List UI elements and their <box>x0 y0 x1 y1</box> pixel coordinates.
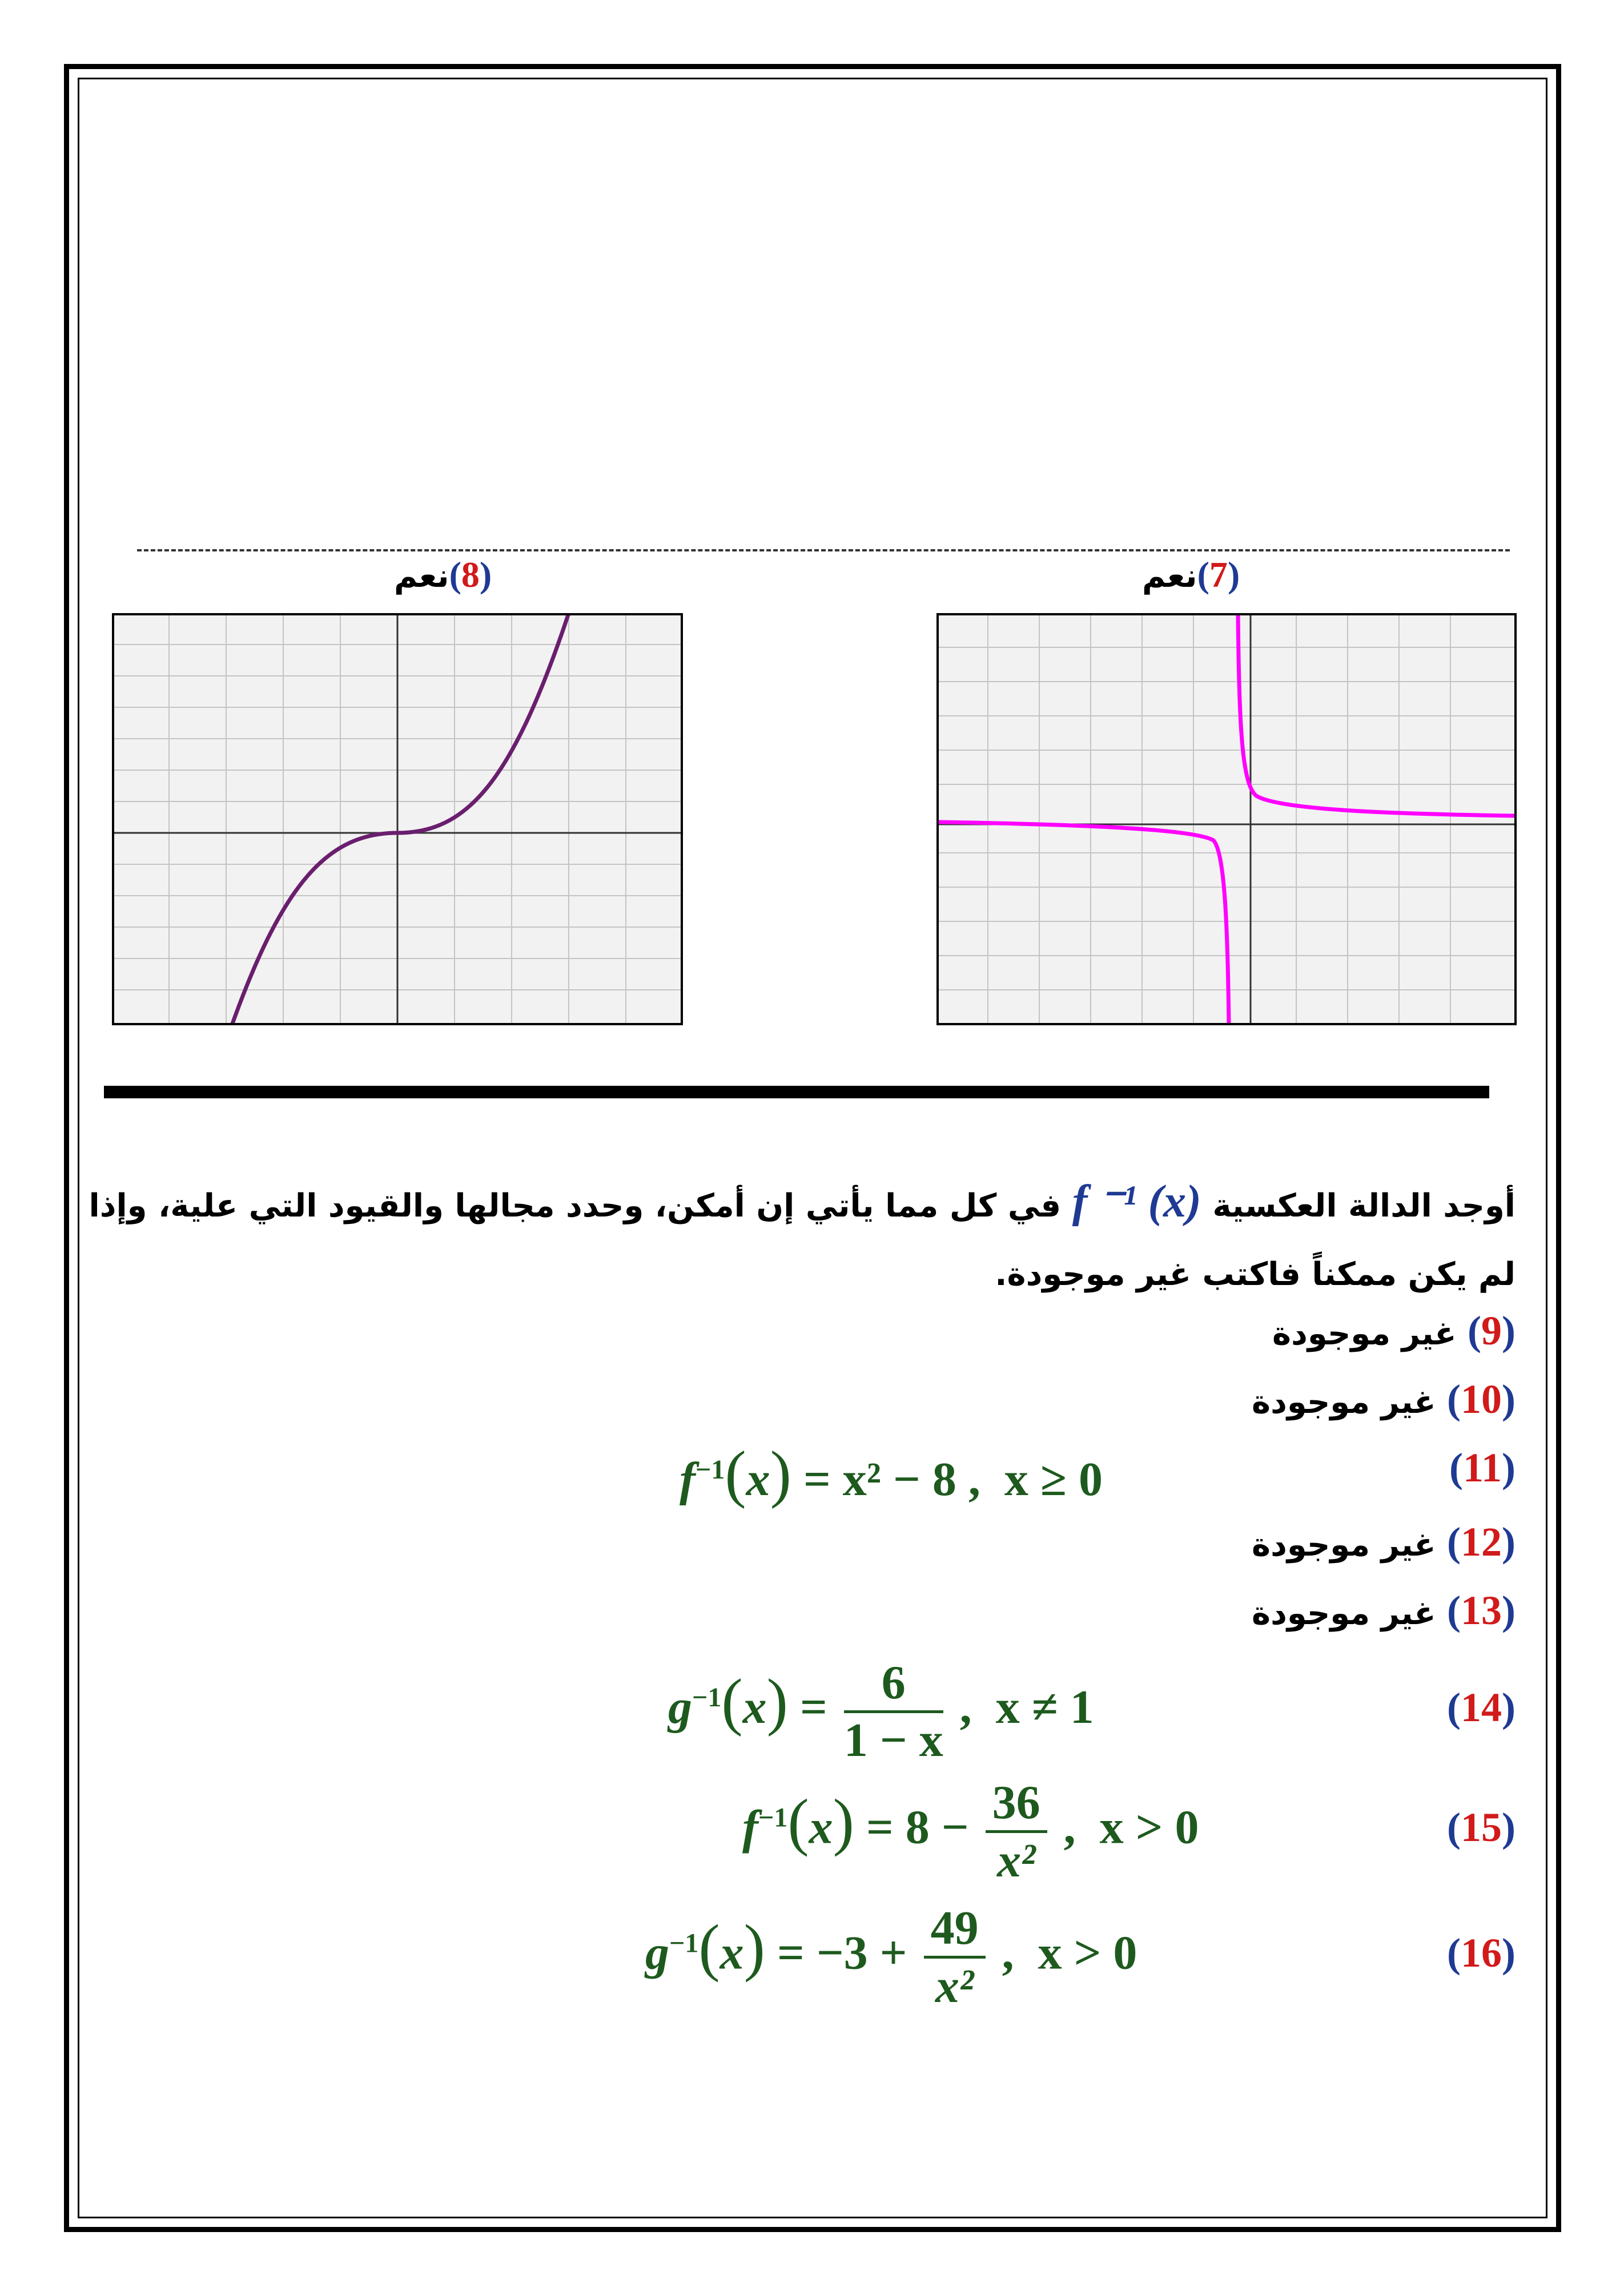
formula-16: $g^{-1}(x) = -3$ + $\frac{49}{\text{x²}}$ , x > 0 <box>645 1902 1137 2013</box>
answer-number-16: (16) <box>1447 1930 1516 1976</box>
answer-text-10: غير موجودة <box>1252 1384 1436 1421</box>
graph-8-label <box>394 554 492 596</box>
answer-row-13 <box>1252 1587 1516 1634</box>
answer-number-15: (15) <box>1447 1804 1516 1850</box>
answer-row-14 <box>1447 1684 1516 1731</box>
fraction-15: $\frac{36}{\text{x²}}$ <box>986 1775 1047 1888</box>
answer-number-12: (12) <box>1447 1519 1516 1565</box>
answer-row-16 <box>1447 1930 1516 1977</box>
answer-row-11 <box>1449 1444 1516 1492</box>
answer-text-9: غير موجودة <box>1272 1315 1457 1352</box>
formula-15: $f^{-1}(x) = 8$ − $\frac{36}{\text{x²}}$ , x > 0 <box>742 1776 1199 1887</box>
answer-number-14: (14) <box>1447 1685 1516 1730</box>
formula-11: $f^{-1}(x) = x^2 - 8$ , x ≥ 0 <box>680 1439 1103 1509</box>
close-paren: ) <box>449 554 461 595</box>
graph-8-number: 8 <box>461 554 480 595</box>
thick-separator <box>104 1086 1489 1098</box>
answer-row-9 <box>1272 1307 1516 1355</box>
close-paren: ) <box>1197 554 1209 595</box>
graph-7-hyperbola-plot <box>936 613 1517 1025</box>
answer-number-13: (13) <box>1447 1588 1516 1633</box>
answer-row-10 <box>1252 1376 1516 1423</box>
instruction-part-2: في كل مما يأتي إن أمكن، وحدد مجالها والقيود التي علية، وإذا لم يكن ممكناً فاكتب غير موجودة. <box>89 1187 1516 1293</box>
fraction-16: $\frac{49}{\text{x²}}$ <box>924 1901 986 2014</box>
answer-text-12: غير موجودة <box>1252 1526 1436 1564</box>
answer-text-13: غير موجودة <box>1252 1595 1436 1632</box>
page-border-inner <box>78 78 1547 2218</box>
graph-7-answer: نعم <box>1142 558 1197 595</box>
graph-7-label <box>1142 554 1240 596</box>
dashed-separator <box>137 549 1510 551</box>
instruction-part-1: أوجد الدالة العكسية <box>1212 1187 1516 1224</box>
open-paren: ( <box>1227 554 1240 595</box>
graph-8-cubic-plot <box>112 613 683 1025</box>
graph-8-answer: نعم <box>394 558 449 595</box>
answer-row-15 <box>1447 1804 1516 1851</box>
answer-number-10: (10) <box>1447 1376 1516 1422</box>
open-paren: ( <box>479 554 492 595</box>
fraction-14: $\frac{6}{1 - x}$ <box>843 1656 943 1767</box>
inverse-function-notation: f ⁻¹ (x) <box>1072 1177 1201 1227</box>
answer-number-9: (9) <box>1468 1308 1516 1354</box>
answer-number-11: (11) <box>1449 1445 1516 1491</box>
answer-row-12 <box>1252 1518 1516 1566</box>
instruction-text <box>88 1167 1516 1309</box>
formula-14: $g^{-1}(x)$ = $\frac{6}{1 - x}$ , x ≠ 1 <box>668 1656 1094 1767</box>
graph-7-number: 7 <box>1209 554 1228 595</box>
